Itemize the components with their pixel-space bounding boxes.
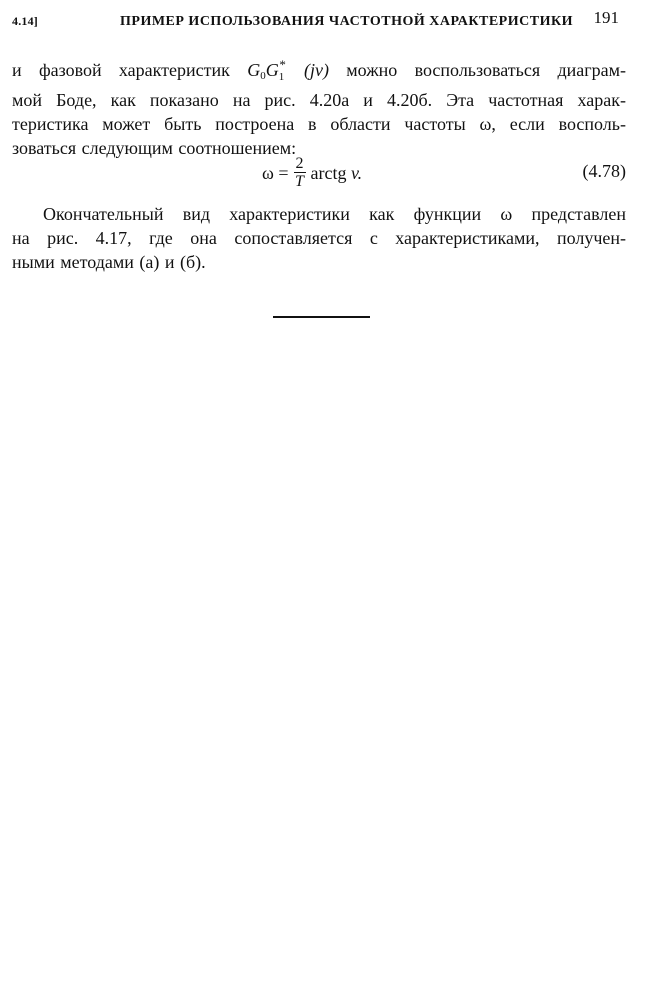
paragraph-1-line-1 bbox=[12, 58, 626, 88]
paragraph-1-line-4: зоваться следующим соотношением: bbox=[12, 138, 297, 158]
paragraph-2-line-3: ными методами (а) и (б). bbox=[12, 252, 206, 272]
fraction-denominator: T bbox=[295, 173, 304, 190]
math-sup-sub bbox=[278, 57, 287, 83]
equation-number: (4.78) bbox=[582, 161, 626, 181]
transfer-function bbox=[247, 57, 329, 83]
math-subscript: 0 bbox=[260, 70, 266, 82]
equation-4-78 bbox=[12, 152, 626, 194]
fraction-numerator: 2 bbox=[295, 155, 304, 172]
math-superscript: * bbox=[278, 57, 286, 72]
equation-function: arctg bbox=[310, 162, 347, 183]
equation-variable: v. bbox=[350, 162, 363, 183]
equation-body bbox=[262, 152, 362, 194]
math-subscript: 1 bbox=[278, 71, 285, 83]
section-number: 4.14] bbox=[12, 14, 38, 28]
running-title: ПРИМЕР ИСПОЛЬЗОВАНИЯ ЧАСТОТНОЙ ХАРАКТЕРИСТИКИ bbox=[120, 14, 573, 29]
section-end-rule bbox=[273, 316, 370, 318]
paragraph-2-line-1: Окончательный вид характеристики как функции ω представлен bbox=[43, 204, 626, 224]
math-argument: (jv) bbox=[286, 60, 329, 80]
math-symbol: G bbox=[247, 60, 261, 80]
paragraph-1 bbox=[12, 58, 626, 160]
page-number: 191 bbox=[593, 8, 619, 27]
running-head bbox=[12, 6, 619, 32]
paragraph-1-line-2: мой Боде, как показано на рис. 4.20а и 4.20б. Эта частотная харак- bbox=[12, 90, 626, 110]
math-symbol: G bbox=[265, 60, 279, 80]
paragraph-2 bbox=[12, 202, 626, 274]
equation-lhs: ω = bbox=[262, 162, 289, 183]
paragraph-2-line-2: на рис. 4.17, где она сопоставляется с характеристиками, получен- bbox=[12, 228, 626, 248]
text-run: можно воспользоваться диаграм- bbox=[328, 60, 626, 80]
fraction bbox=[294, 155, 306, 191]
paragraph-1-line-3: теристика может быть построена в области частоты ω, если восполь- bbox=[12, 114, 626, 134]
text-run: и фазовой характеристик bbox=[12, 60, 248, 80]
